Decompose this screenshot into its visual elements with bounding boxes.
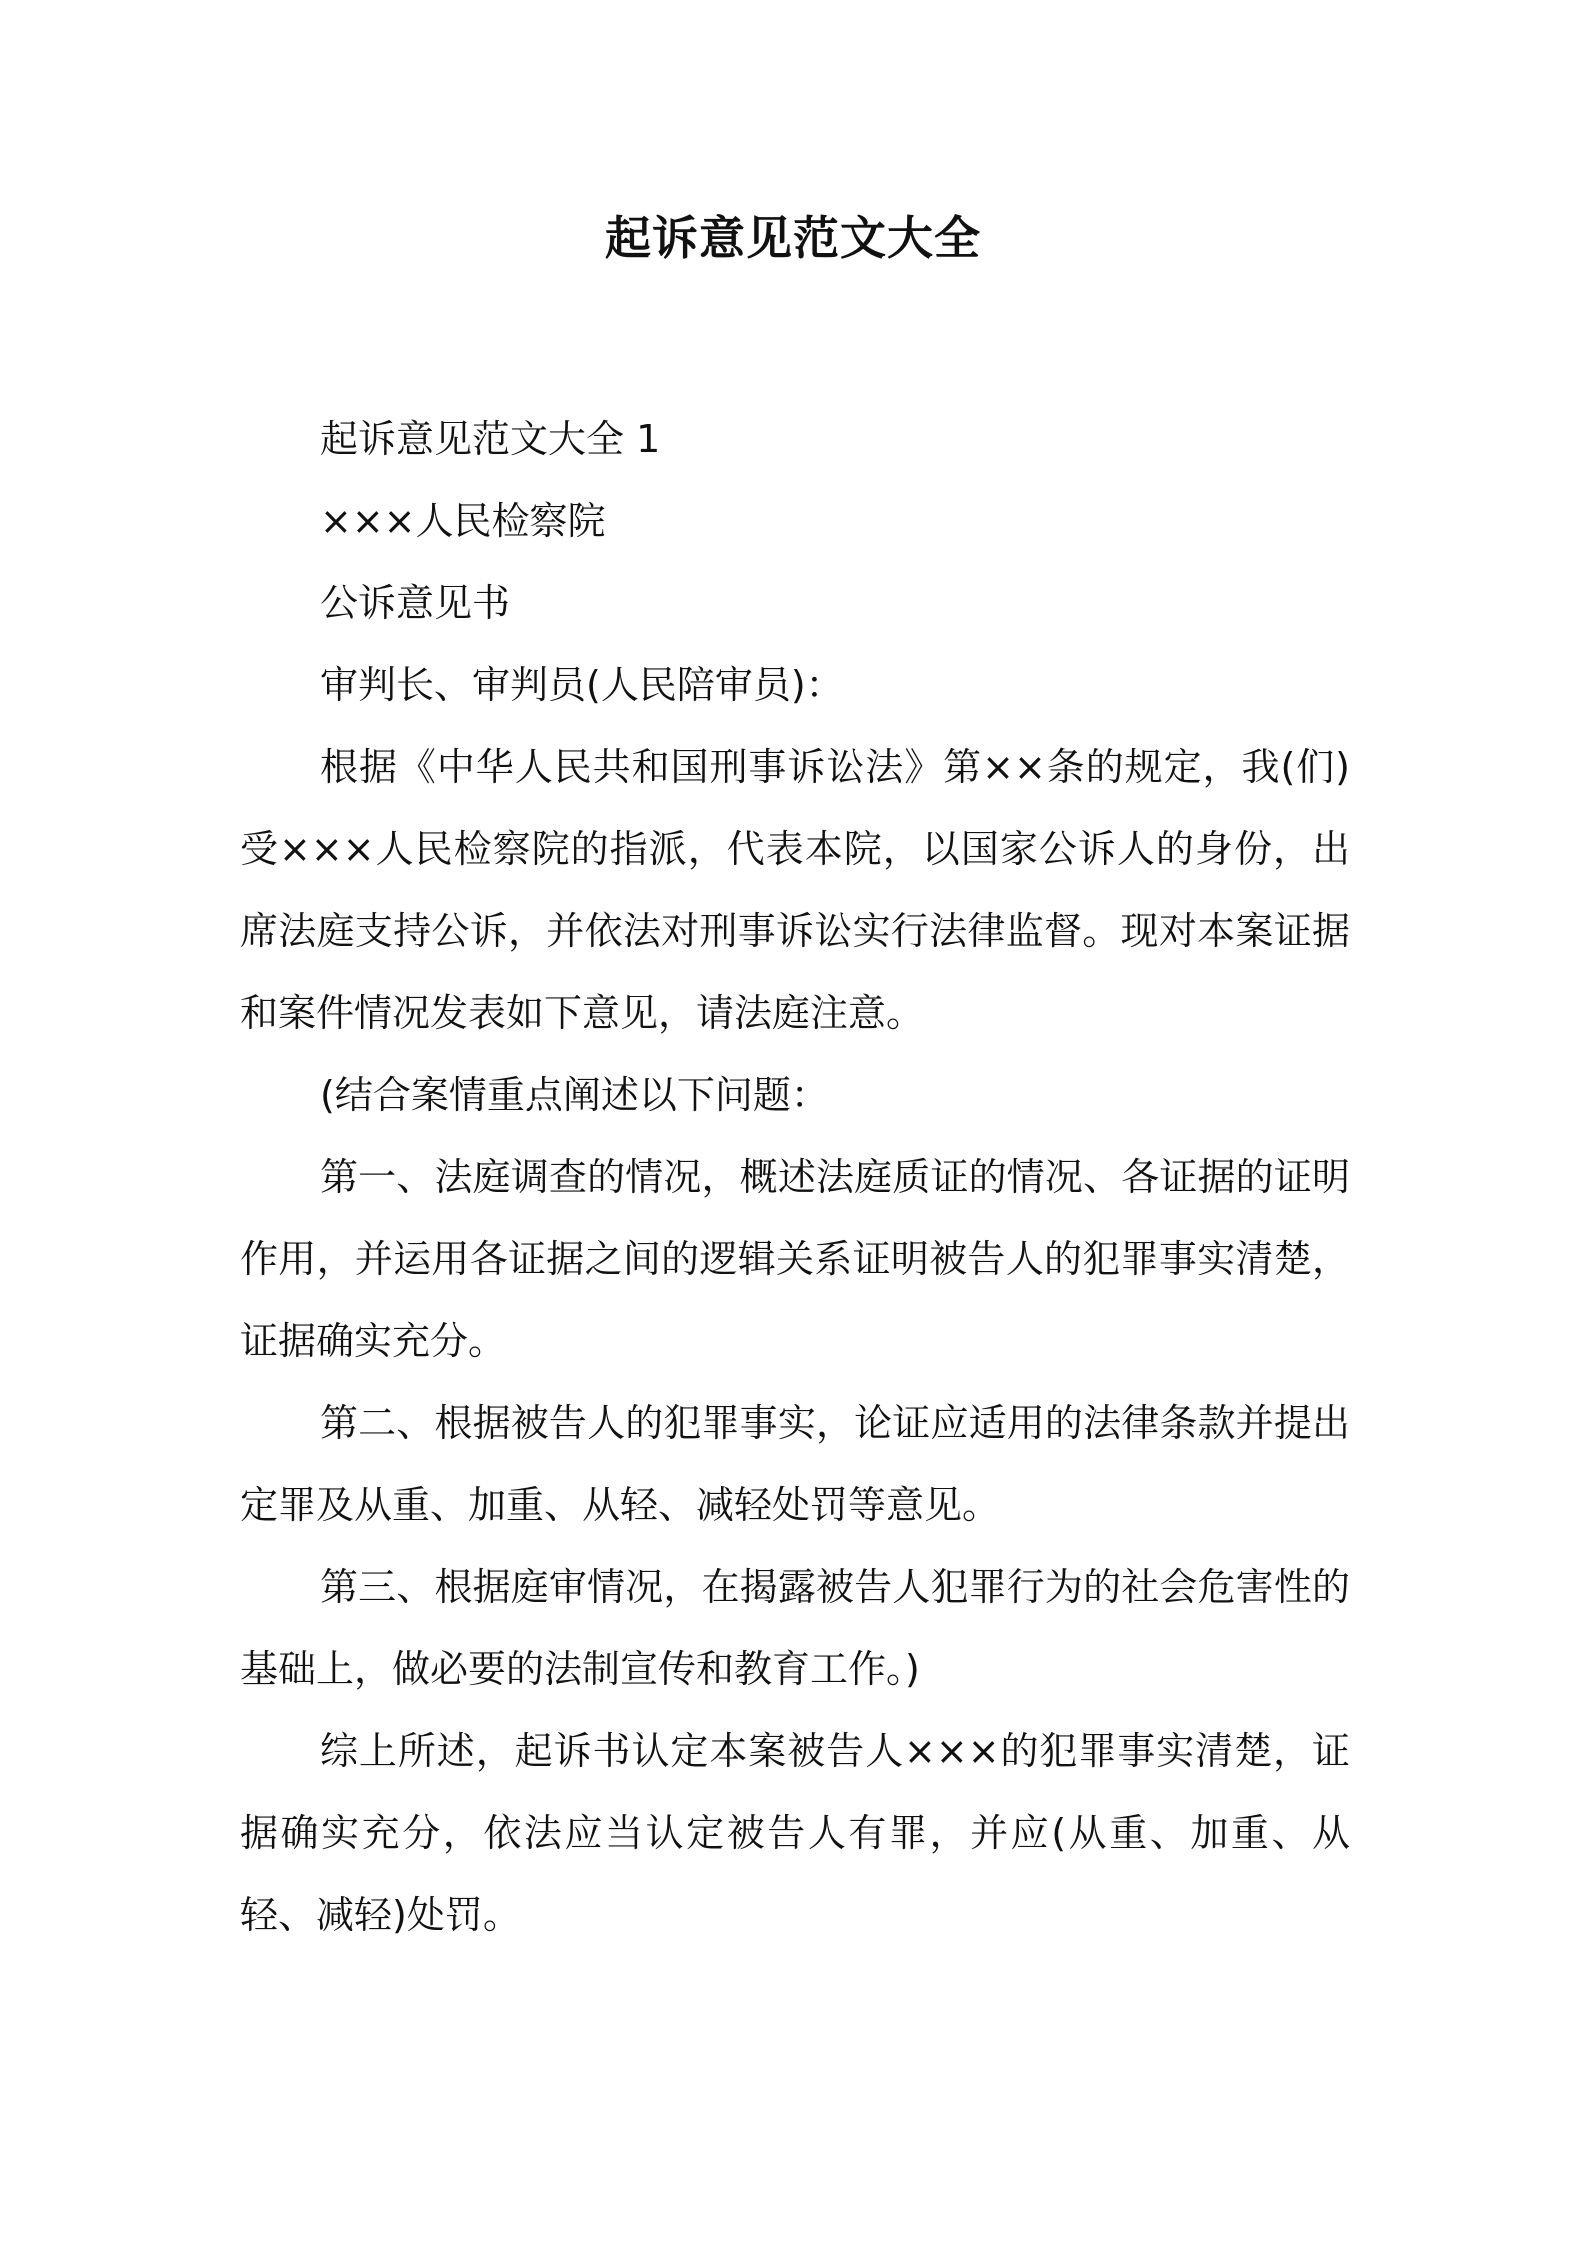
paragraph-issues-heading: (结合案情重点阐述以下问题： <box>320 1073 829 1117</box>
document-type: 公诉意见书 <box>320 581 511 625</box>
document-body <box>240 398 1350 1956</box>
section-heading: 起诉意见范文大全 1 <box>320 417 661 461</box>
paragraph-conclusion: 综上所述，起诉书认定本案被告人×××的犯罪事实清楚，证据确实充分，依法应当认定被告人有罪，并应(从重、加重、从轻、减轻)处罚。 <box>240 1729 1350 1937</box>
salutation: 审判长、审判员(人民陪审员)： <box>320 663 844 707</box>
paragraph-intro: 根据《中华人民共和国刑事诉讼法》第××条的规定，我(们)受×××人民检察院的指派，代表本院，以国家公诉人的身份，出席法庭支持公诉，并依法对刑事诉讼实行法律监督。现对本案证据和案件情况发表如下意见，请法庭注意。 <box>240 745 1350 1035</box>
paragraph-first: 第一、法庭调查的情况，概述法庭质证的情况、各证据的证明作用，并运用各证据之间的逻辑关系证明被告人的犯罪事实清楚，证据确实充分。 <box>240 1155 1350 1363</box>
paragraph-third: 第三、根据庭审情况，在揭露被告人犯罪行为的社会危害性的基础上，做必要的法制宣传和教育工作。) <box>240 1565 1350 1691</box>
document-title: 起诉意见范文大全 <box>605 211 981 265</box>
paragraph-second: 第二、根据被告人的犯罪事实，论证应适用的法律条款并提出定罪及从重、加重、从轻、减轻处罚等意见。 <box>240 1401 1350 1527</box>
procuratorate-name: ×××人民检察院 <box>320 499 606 543</box>
